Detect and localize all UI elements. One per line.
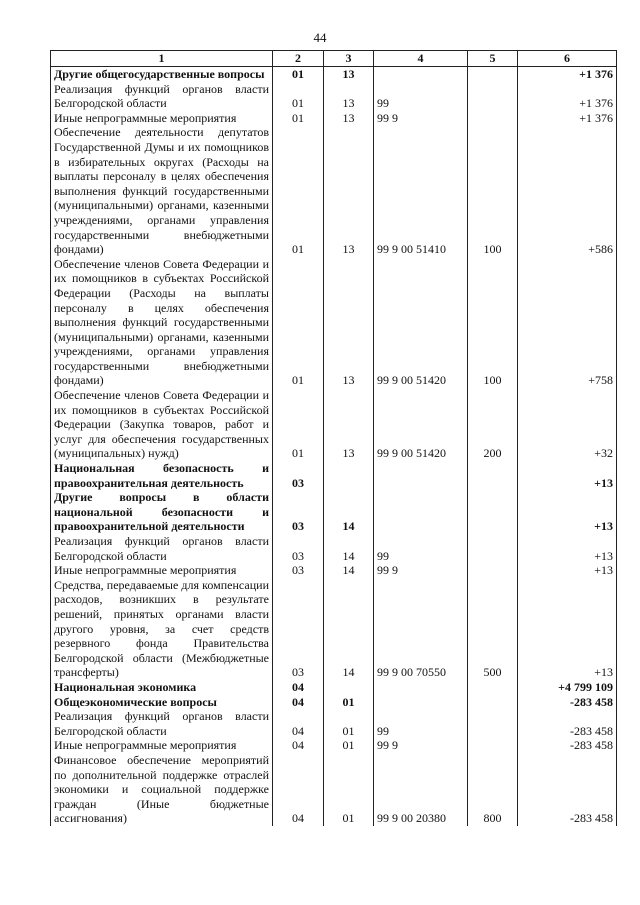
row-name: Другие вопросы в области национальной безопасности и правоохранительной деятельности: [51, 490, 273, 534]
row-amount: +13: [518, 578, 617, 680]
table-row: [51, 461, 617, 490]
row-name: Иные непрограммные мероприятия: [51, 738, 273, 753]
row-amount: +1 376: [518, 67, 617, 82]
row-section: 01: [273, 125, 324, 256]
row-amount: +758: [518, 257, 617, 388]
row-subsection: 01: [324, 738, 374, 753]
row-subsection: 13: [324, 82, 374, 111]
row-target-article: 99 9 00 51420: [374, 388, 468, 461]
row-target-article: 99: [374, 534, 468, 563]
row-section: 04: [273, 709, 324, 738]
row-expense-type: [468, 82, 518, 111]
table-row: [51, 67, 617, 82]
row-target-article: 99 9 00 51420: [374, 257, 468, 388]
table-row: [51, 738, 617, 753]
row-section: 01: [273, 111, 324, 126]
row-expense-type: [468, 67, 518, 82]
header-row: [51, 51, 617, 67]
row-name: Обеспечение членов Совета Федерации и их помощников в субъектах Российской Федерации (Закупка товаров, работ и услуг для обеспечения государственных (муниципальных) нужд): [51, 388, 273, 461]
row-amount: -283 458: [518, 738, 617, 753]
table-row: [51, 125, 617, 256]
row-name: Общеэкономические вопросы: [51, 695, 273, 710]
table-row: [51, 695, 617, 710]
row-target-article: [374, 695, 468, 710]
row-expense-type: [468, 709, 518, 738]
row-amount: +13: [518, 461, 617, 490]
row-amount: +13: [518, 563, 617, 578]
row-subsection: 13: [324, 257, 374, 388]
row-subsection: 01: [324, 709, 374, 738]
row-target-article: 99 9: [374, 111, 468, 126]
row-subsection: 14: [324, 534, 374, 563]
row-expense-type: [468, 111, 518, 126]
row-subsection: 13: [324, 125, 374, 256]
row-subsection: 14: [324, 490, 374, 534]
row-amount: +1 376: [518, 111, 617, 126]
row-name: Средства, передаваемые для компенсации расходов, возникших в результате решений, принятых органами власти другого уровня, за счет средств резервного фонда Правительства Белгородской области (Межбюджетные трансферты): [51, 578, 273, 680]
row-expense-type: [468, 461, 518, 490]
row-target-article: [374, 680, 468, 695]
table-row: [51, 490, 617, 534]
row-name: Другие общегосударственные вопросы: [51, 67, 273, 82]
page-number: 44: [313, 30, 327, 45]
row-section: 01: [273, 388, 324, 461]
row-amount: +32: [518, 388, 617, 461]
row-target-article: [374, 67, 468, 82]
row-amount: +4 799 109: [518, 680, 617, 695]
row-section: 04: [273, 753, 324, 826]
column-header: 2: [273, 51, 324, 67]
row-name: Реализация функций органов власти Белгородской области: [51, 534, 273, 563]
row-target-article: 99 9 00 70550: [374, 578, 468, 680]
row-expense-type: [468, 534, 518, 563]
table-row: [51, 388, 617, 461]
row-section: 03: [273, 534, 324, 563]
row-target-article: [374, 490, 468, 534]
row-section: 01: [273, 82, 324, 111]
row-section: 03: [273, 578, 324, 680]
column-header: 1: [51, 51, 273, 67]
row-subsection: 13: [324, 388, 374, 461]
row-target-article: 99 9: [374, 738, 468, 753]
row-expense-type: 200: [468, 388, 518, 461]
row-name: Реализация функций органов власти Белгородской области: [51, 709, 273, 738]
row-expense-type: 800: [468, 753, 518, 826]
row-amount: -283 458: [518, 753, 617, 826]
row-amount: -283 458: [518, 709, 617, 738]
row-target-article: [374, 461, 468, 490]
row-section: 01: [273, 67, 324, 82]
row-target-article: 99: [374, 709, 468, 738]
table-row: [51, 257, 617, 388]
column-header: 5: [468, 51, 518, 67]
row-name: Финансовое обеспечение мероприятий по дополнительной поддержке отраслей экономики и социальной поддержке граждан (Иные бюджетные ассигнования): [51, 753, 273, 826]
row-amount: +1 376: [518, 82, 617, 111]
row-target-article: 99 9 00 20380: [374, 753, 468, 826]
row-subsection: [324, 461, 374, 490]
table-row: [51, 111, 617, 126]
row-subsection: 14: [324, 563, 374, 578]
row-expense-type: [468, 490, 518, 534]
row-section: 04: [273, 695, 324, 710]
row-expense-type: 100: [468, 125, 518, 256]
row-target-article: 99 9 00 51410: [374, 125, 468, 256]
table-row: [51, 534, 617, 563]
row-section: 03: [273, 563, 324, 578]
row-expense-type: 100: [468, 257, 518, 388]
row-expense-type: 500: [468, 578, 518, 680]
row-name: Иные непрограммные мероприятия: [51, 563, 273, 578]
row-subsection: 13: [324, 67, 374, 82]
row-section: 04: [273, 738, 324, 753]
row-name: Национальная экономика: [51, 680, 273, 695]
row-subsection: 13: [324, 111, 374, 126]
row-subsection: 01: [324, 753, 374, 826]
table-row: [51, 82, 617, 111]
row-target-article: 99 9: [374, 563, 468, 578]
row-expense-type: [468, 680, 518, 695]
row-section: 03: [273, 490, 324, 534]
row-amount: +13: [518, 490, 617, 534]
row-expense-type: [468, 563, 518, 578]
row-section: 04: [273, 680, 324, 695]
table-row: [51, 578, 617, 680]
row-name: Обеспечение членов Совета Федерации и их помощников в субъектах Российской Федерации (Расходы на выплаты персоналу в целях обеспечения выполнения функций государственными (муниципальными) органами, казенными учреждениями, органами управления государственными внебюджетными фондами): [51, 257, 273, 388]
row-name: Иные непрограммные мероприятия: [51, 111, 273, 126]
table-row: [51, 563, 617, 578]
table-row: [51, 753, 617, 826]
row-amount: +586: [518, 125, 617, 256]
row-expense-type: [468, 695, 518, 710]
column-header: 3: [324, 51, 374, 67]
row-subsection: [324, 680, 374, 695]
row-section: 01: [273, 257, 324, 388]
table-row: [51, 709, 617, 738]
row-expense-type: [468, 738, 518, 753]
budget-table: [50, 50, 617, 826]
row-amount: +13: [518, 534, 617, 563]
row-target-article: 99: [374, 82, 468, 111]
row-section: 03: [273, 461, 324, 490]
column-header: 4: [374, 51, 468, 67]
row-name: Национальная безопасность и правоохранительная деятельность: [51, 461, 273, 490]
row-name: Реализация функций органов власти Белгородской области: [51, 82, 273, 111]
row-amount: -283 458: [518, 695, 617, 710]
row-subsection: 14: [324, 578, 374, 680]
row-subsection: 01: [324, 695, 374, 710]
column-header: 6: [518, 51, 617, 67]
row-name: Обеспечение деятельности депутатов Государственной Думы и их помощников в избирательных округах (Расходы на выплаты персоналу в целях обеспечения выполнения функций государственными (муниципальными) органами, казенными учреждениями, органами управления государственными внебюджетными фондами): [51, 125, 273, 256]
table-row: [51, 680, 617, 695]
